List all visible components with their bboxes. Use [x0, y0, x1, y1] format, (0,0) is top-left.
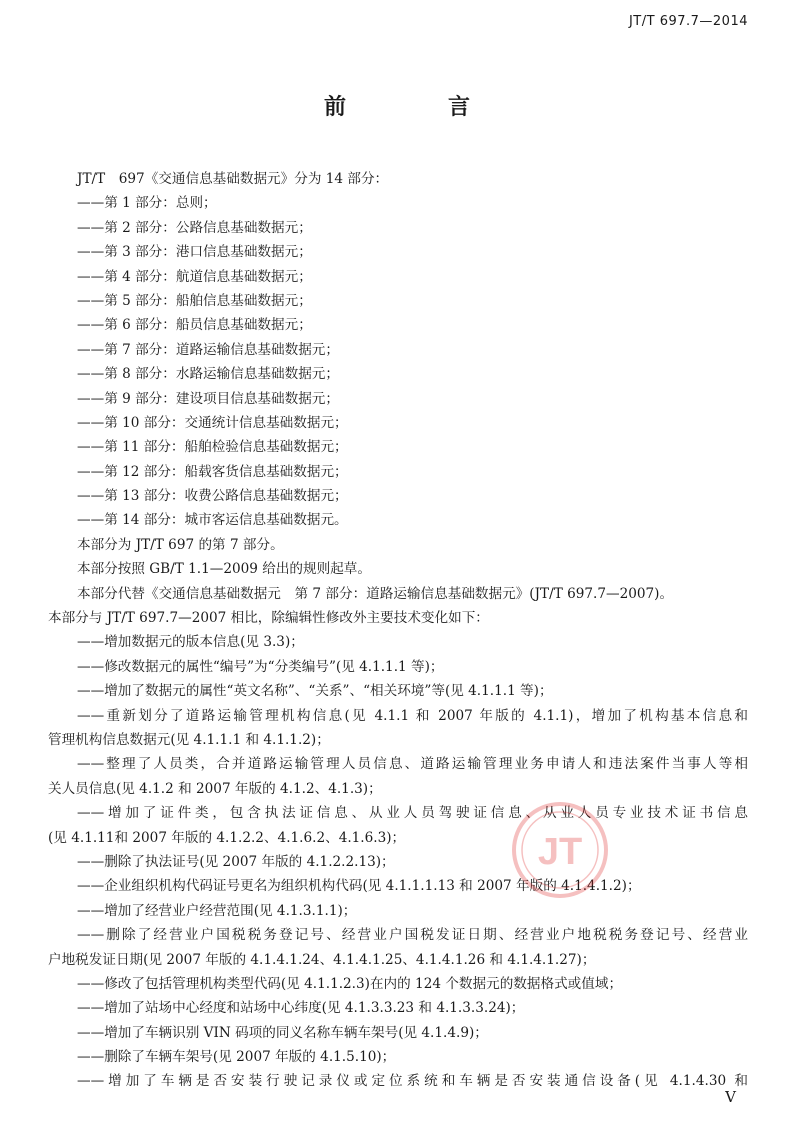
list-item: ——第 9 部分：建设项目信息基础数据元； — [77, 390, 339, 407]
list-item: ——第 8 部分：水路运输信息基础数据元； — [77, 366, 339, 383]
list-item: ——第 7 部分：道路运输信息基础数据元； — [77, 341, 339, 358]
jt-stamp-watermark — [510, 800, 610, 900]
standard-code: JT/T 697.7—2014 — [628, 14, 748, 29]
list-item-continuation: 关人员信息(见 4.1.2 和 2007 年版的 4.1.2、4.1.3)； — [48, 780, 382, 797]
list-item: ——删除了执法证号(见 2007 年版的 4.1.2.2.13)； — [77, 853, 395, 870]
list-item: ——增加了经营业户经营范围(见 4.1.3.1.1)； — [77, 902, 357, 919]
list-item: ——第 6 部分：船员信息基础数据元； — [77, 317, 312, 334]
list-item: ——第 3 部分：港口信息基础数据元； — [77, 244, 312, 261]
body-text — [48, 167, 748, 1094]
text-line: 本部分按照 GB/T 1.1—2009 给出的规则起草。 — [77, 561, 371, 578]
list-item: ——修改数据元的属性“编号”为“分类编号”(见 4.1.1.1 等)； — [77, 658, 444, 675]
list-item: ——第 1 部分：总则； — [77, 195, 217, 212]
list-item: ——增加了站场中心经度和站场中心纬度(见 4.1.3.3.23 和 4.1.3.3.24)； — [77, 1000, 525, 1017]
list-item: ——删除了车辆车架号(见 2007 年版的 4.1.5.10)； — [77, 1049, 396, 1066]
text-line: 本部分代替《交通信息基础数据元 第 7 部分：道路运输信息基础数据元》(JT/T 697.7—2007)。 — [77, 585, 674, 602]
list-item: ——重新划分了道路运输管理机构信息(见 4.1.1 和 2007 年版的 4.1.1)，增加了机构基本信息和 — [77, 707, 748, 724]
list-item: ——增加了数据元的属性“英文名称”、“关系”、“相关环境”等(见 4.1.1.1 等)； — [77, 683, 553, 700]
list-item: ——第 4 部分：航道信息基础数据元； — [77, 268, 312, 285]
list-item: ——第 11 部分：船舶检验信息基础数据元； — [77, 439, 348, 456]
list-item: ——整理了人员类，合并道路运输管理人员信息、道路运输管理业务申请人和违法案件当事人等相 — [77, 756, 748, 773]
stamp-text: JT — [537, 831, 583, 873]
list-item-continuation: (见 4.1.11和 2007 年版的 4.1.2.2、4.1.6.2、4.1.6.3)； — [48, 829, 406, 846]
list-item: ——删除了经营业户国税税务登记号、经营业户国税发证日期、经营业户地税税务登记号、经营业 — [77, 927, 748, 944]
page-title: 前 言 — [323, 95, 510, 120]
list-item: ——第 13 部分：收费公路信息基础数据元； — [77, 488, 348, 505]
page-number: V — [725, 1088, 736, 1106]
list-item: ——修改了包括管理机构类型代码(见 4.1.1.2.3)在内的 124 个数据元的数据格式或值域； — [77, 975, 623, 992]
text-line: JT/T 697《交通信息基础数据元》分为 14 部分： — [77, 171, 389, 187]
list-item: ——第 14 部分：城市客运信息基础数据元。 — [77, 512, 348, 529]
list-item-continuation: 管理机构信息数据元(见 4.1.1.1 和 4.1.1.2)； — [48, 731, 330, 748]
list-item: ——第 12 部分：船载客货信息基础数据元； — [77, 463, 348, 480]
list-item: ——增加了车辆识别 VIN 码项的同义名称车辆车架号(见 4.1.4.9)； — [77, 1024, 488, 1041]
list-item: ——第 5 部分：船舶信息基础数据元； — [77, 292, 312, 309]
text-line: 本部分与 JT/T 697.7—2007 相比，除编辑性修改外主要技术变化如下： — [48, 610, 489, 627]
list-item: ——增加了车辆是否安装行驶记录仪或定位系统和车辆是否安装通信设备(见 4.1.4.30 和 — [77, 1073, 748, 1090]
list-item: ——第 2 部分：公路信息基础数据元； — [77, 219, 312, 236]
list-item-continuation: 户地税发证日期(见 2007 年版的 4.1.4.1.24、4.1.4.1.25、4.1.4.1.26 和 4.1.4.1.27)； — [48, 951, 596, 968]
list-item: ——增加数据元的版本信息(见 3.3)； — [77, 634, 304, 651]
list-item: ——企业组织机构代码证号更名为组织机构代码(见 4.1.1.1.13 和 2007 年版的 4.1.4.1.2)； — [77, 878, 641, 895]
text-line: 本部分为 JT/T 697 的第 7 部分。 — [77, 536, 284, 553]
list-item: ——第 10 部分：交通统计信息基础数据元； — [77, 414, 348, 431]
list-item: ——增加了证件类，包含执法证信息、从业人员驾驶证信息、从业人员专业技术证书信息 — [77, 805, 748, 822]
